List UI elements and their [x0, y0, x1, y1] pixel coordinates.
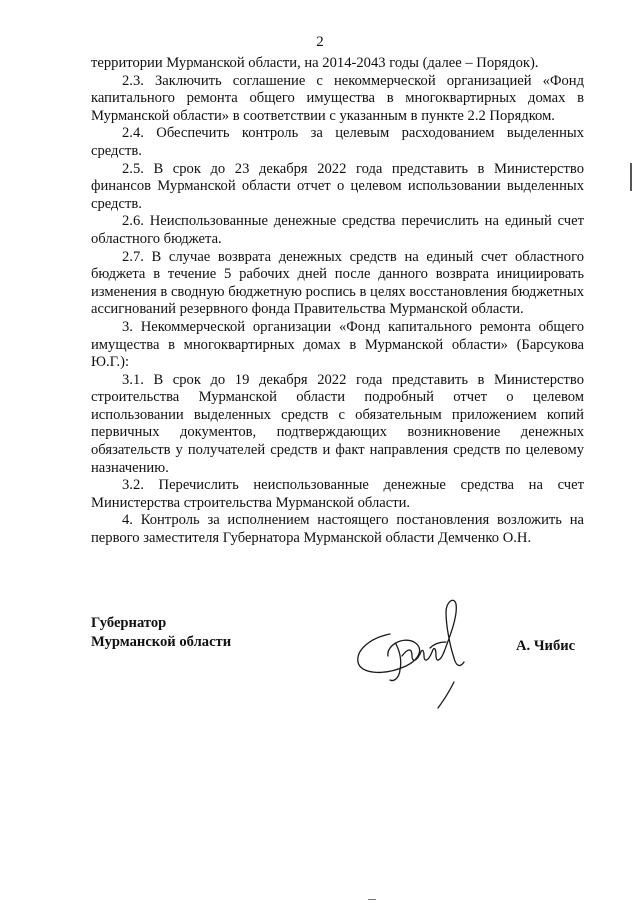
- handwritten-signature: [350, 586, 500, 716]
- bottom-scan-mark: [368, 899, 376, 900]
- paragraph-continuation: территории Мурманской области, на 2014-2043 годы (далее – Порядок).: [91, 55, 539, 71]
- page-number: 2: [316, 34, 324, 50]
- paragraph-3-1: 3.1. В срок до 19 декабря 2022 года представить в Министерство строительства Мурманской области подробный отчет о целевом использовании выделенных средств с обязательным приложением копий первичных документов, подтверждающих возникновение денежных обязательств у получателей средств и факт направления средств по целевому назначению.: [91, 371, 584, 476]
- paragraph-3-2: 3.2. Перечислить неиспользованные денежные средства на счет Министерства строительства Мурманской области.: [91, 477, 584, 511]
- signer-title: [91, 614, 231, 652]
- paragraph-3: 3. Некоммерческой организации «Фонд капитального ремонта общего имущества в многоквартирных домах в Мурманской области» (Барсукова Ю.Г.):: [91, 318, 584, 371]
- signer-title-line1: Губернатор: [91, 615, 167, 631]
- paragraph-2-5: 2.5. В срок до 23 декабря 2022 года представить в Министерство финансов Мурманской области отчет о целевом использовании выделенных средств.: [91, 160, 584, 212]
- paragraph-2-7: 2.7. В случае возврата денежных средств на единый счет областного бюджета в течение 5 рабочих дней после данного возврата инициировать изменения в сводную бюджетную роспись в целях восстановления бюджетных ассигнований резервного фонда Правительства Мурманской области.: [91, 248, 584, 318]
- paragraph-2-6: 2.6. Неиспользованные денежные средства перечислить на единый счет областного бюджета.: [91, 213, 584, 247]
- paragraph-4: 4. Контроль за исполнением настоящего постановления возложить на первого заместителя Губернатора Мурманской области Демченко О.Н.: [91, 512, 584, 547]
- document-body: [91, 55, 584, 548]
- edge-scan-mark: [630, 163, 632, 191]
- signer-name: А. Чибис: [516, 638, 576, 654]
- paragraph-2-3: 2.3. Заключить соглашение с некоммерческой организацией «Фонд капитального ремонта общего имущества в многоквартирных домах в Мурманской области» в соответствии с указанным в пункте 2.2 Порядком.: [91, 72, 584, 124]
- paragraph-2-4: 2.4. Обеспечить контроль за целевым расходованием выделенных средств.: [91, 125, 584, 159]
- signer-title-line2: Мурманской области: [91, 634, 232, 650]
